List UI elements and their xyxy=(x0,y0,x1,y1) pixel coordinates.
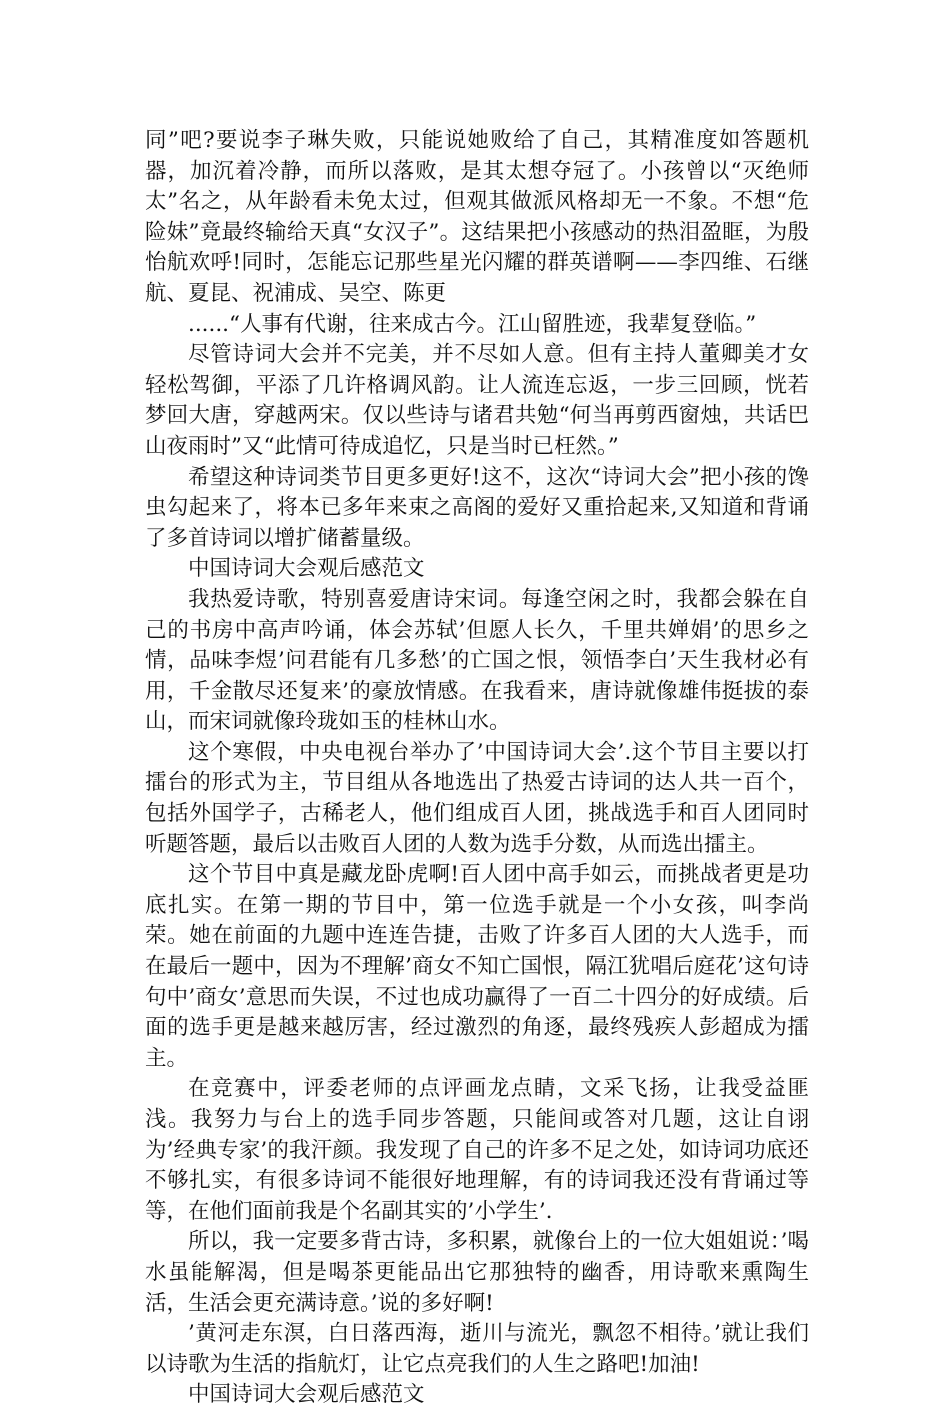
section-heading: 中国诗词大会观后感范文 xyxy=(188,1382,425,1408)
paragraph: 这个节目中真是藏龙卧虎啊!百人团中高手如云，而挑战者更是功底扎实。在第一期的节目中，第一位选手就是一个小女孩，叫李尚荣。她在前面的九题中连连告捷，击败了许多百人团的大人选手，而在最后一题中，因为不理解’商女不知亡国恨，隔江犹唱后庭花’这句诗句中’商女’意思而失误，不过也成功赢得了一百二十四分的好成绩。后面的选手更是越来越厉害，经过激烈的角逐，最终残疾人彭超成为擂主。 xyxy=(145,862,809,1071)
paragraph: 尽管诗词大会并不完美，并不尽如人意。但有主持人董卿美才女轻松驾御，平添了几许格调风韵。让人流连忘返，一步三回顾，恍若梦回大唐，穿越两宋。仅以些诗与诸君共勉“何当再剪西窗烛，共话巴山夜雨时”又“此情可待成追忆，只是当时已枉然。” xyxy=(145,342,809,459)
paragraph: 在竞赛中，评委老师的点评画龙点睛，文采飞扬，让我受益匪浅。我努力与台上的选手同步答题，只能间或答对几题，这让自诩为’经典专家’的我汗颜。我发现了自己的许多不足之处，如诗词功底还不够扎实，有很多诗词不能很好地理解，有的诗词我还没有背诵过等等，在他们面前我是个名副其实的’小学生’. xyxy=(145,1076,809,1224)
paragraph: 我热爱诗歌，特别喜爱唐诗宋词。每逢空闲之时，我都会躲在自己的书房中高声吟诵，体会苏轼’但愿人长久，千里共婵娟’的思乡之情，品味李煜’问君能有几多愁’的亡国之恨，领悟李白’天生我材必有用，千金散尽还复来’的豪放情感。在我看来，唐诗就像雄伟挺拔的泰山，而宋词就像玲珑如玉的桂林山水。 xyxy=(145,586,809,735)
paragraph: 同”吧?要说李子琳失败，只能说她败给了自己，其精准度如答题机器，加沉着冷静，而所以落败，是其太想夺冠了。小孩曾以“灭绝师太”名之，从年龄看未免太过，但观其做派风格却无一不象。不想“危险妹”竟最终输给天真“女汉子”。这结果把小孩感动的热泪盈眶，为殷怡航欢呼!同时，怎能忘记那些星光闪耀的群英谱啊——李四维、石继航、夏昆、祝浦成、吴空、陈更 xyxy=(145,128,809,306)
paragraph: ......“人事有代谢，往来成古今。江山留胜迹，我辈复登临。” xyxy=(188,311,757,337)
section-heading: 中国诗词大会观后感范文 xyxy=(188,556,425,582)
paragraph: ’黄河走东溟，白日落西海，逝川与流光，飘忽不相待。’就让我们以诗歌为生活的指航灯，让它点亮我们的人生之路吧!加油! xyxy=(145,1321,809,1377)
paragraph: 所以，我一定要多背古诗，多积累，就像台上的一位大姐姐说：’喝水虽能解渴，但是喝茶更能品出它那独特的幽香，用诗歌来熏陶生活，生活会更充满诗意。’说的多好啊! xyxy=(145,1229,809,1316)
paragraph: 希望这种诗词类节目更多更好!这不，这次“诗词大会”把小孩的馋虫勾起来了，将本已多年来束之高阁的爱好又重拾起来,又知道和背诵了多首诗词以增扩储蓄量级。 xyxy=(145,464,809,551)
document-body xyxy=(145,126,809,1411)
paragraph: 这个寒假，中央电视台举办了’中国诗词大会’.这个节目主要以打擂台的形式为主，节目组从各地选出了热爱古诗词的达人共一百个，包括外国学子，古稀老人，他们组成百人团，挑战选手和百人团同时听题答题，最后以击败百人团的人数为选手分数，从而选出擂主。 xyxy=(145,739,809,857)
